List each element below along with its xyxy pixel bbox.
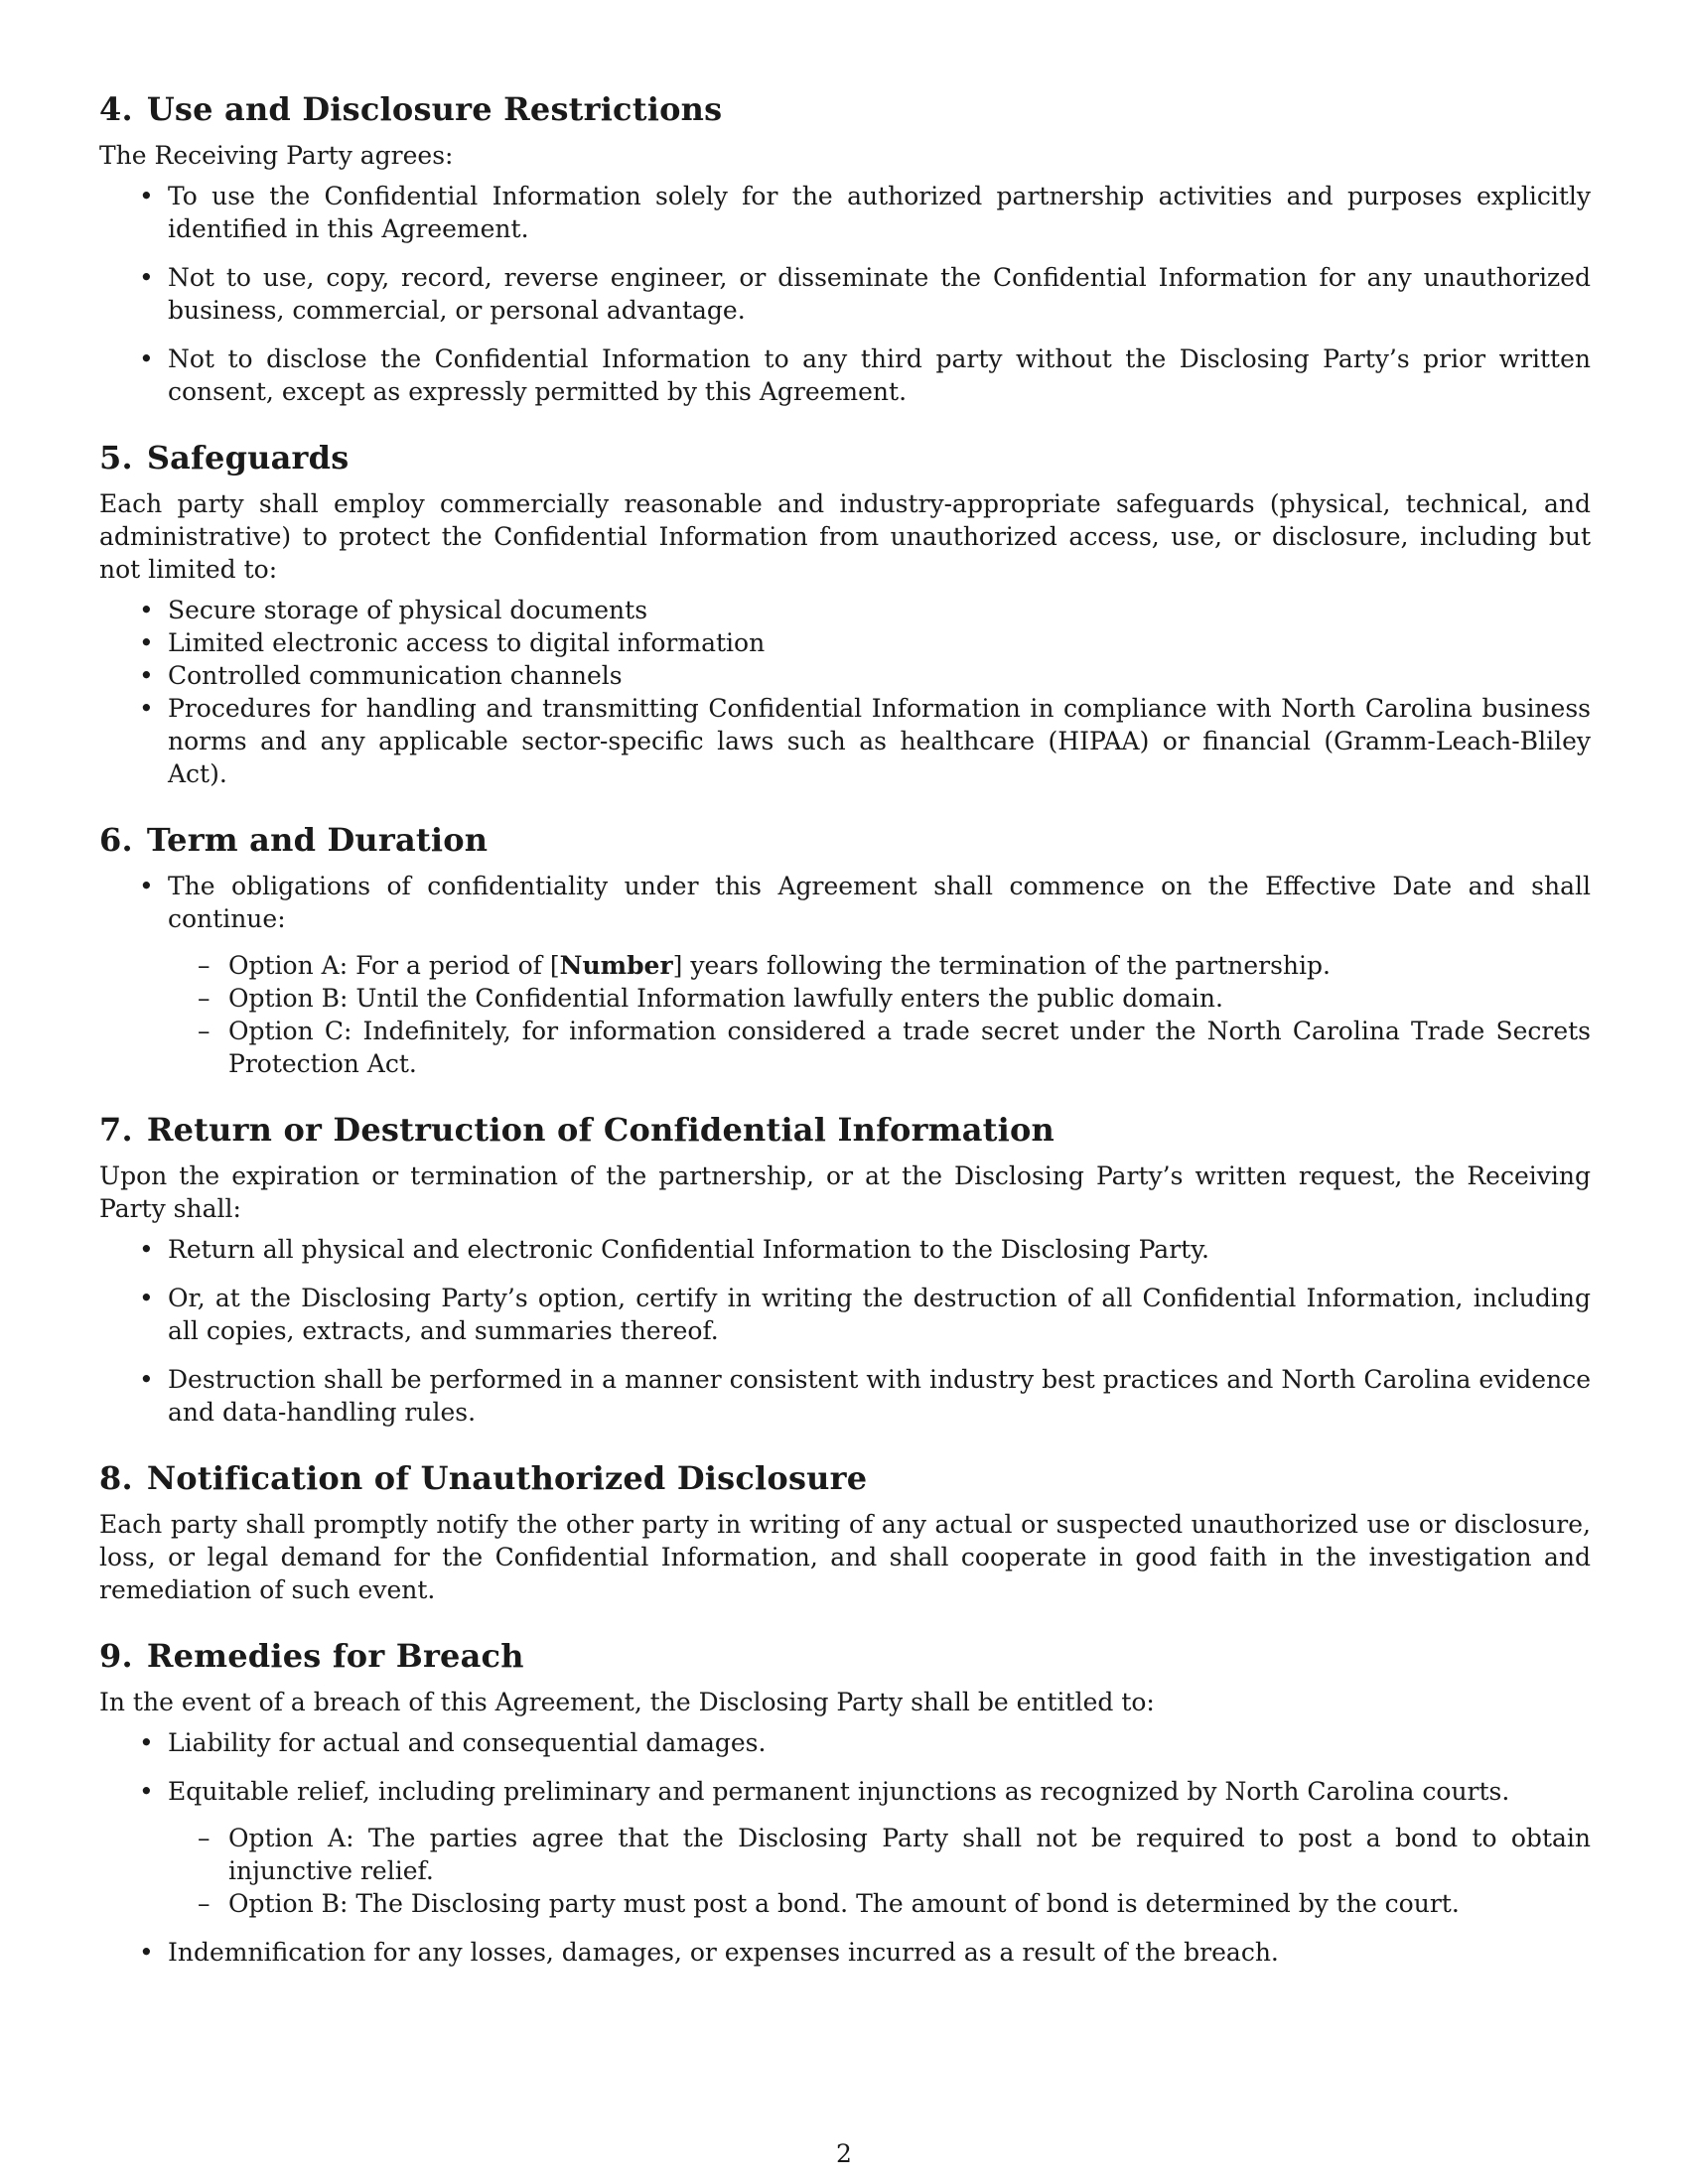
list-item: • Indemnification for any losses, damages, or expenses incurred as a result of the breach. (99, 1936, 1591, 1969)
section-term-and-duration (99, 820, 1591, 1080)
section-heading: 8. Notification of Unauthorized Disclosure (99, 1459, 868, 1497)
option-item: – Option A: For a period of [Number] years following the termination of the partnership. (168, 949, 1591, 982)
section-heading: 9. Remedies for Breach (99, 1637, 524, 1675)
option-list (168, 949, 1591, 1080)
list-item: • Not to disclose the Confidential Information to any third party without the Disclosing Party’s prior written consent, except as expressly permitted by this Agreement. (99, 342, 1591, 408)
page-number: 2 (836, 2139, 852, 2168)
list-item: • Controlled communication channels (99, 659, 1591, 692)
bullet-list (99, 870, 1591, 1080)
section-notification (99, 1458, 1591, 1606)
section-body: Each party shall promptly notify the other party in writing of any actual or suspected unauthorized use or disclosure, loss, or legal demand for the Confidential Information, and shall cooperate in good faith in the investigation and remediation of such event. (99, 1510, 1591, 1604)
bullet-list (99, 1233, 1591, 1429)
list-item: • Equitable relief, including preliminary and permanent injunctions as recognized by North Carolina courts. – Option A: The parties agree that the Disclosing Party shall not be required to post a bond to obtain injunctive relief. – Option B: The Disclosing party must post a bond. The amount of bond is determined by the court. (99, 1775, 1591, 1920)
section-safeguards (99, 438, 1591, 790)
section-heading: 7. Return or Destruction of Confidential Information (99, 1111, 1055, 1149)
list-item: • To use the Confidential Information solely for the authorized partnership activities and purposes explicitly identified in this Agreement. (99, 180, 1591, 245)
list-item: • Not to use, copy, record, reverse engineer, or disseminate the Confidential Information for any unauthorized business, commercial, or personal advantage. (99, 261, 1591, 327)
list-item: • Liability for actual and consequential damages. (99, 1726, 1591, 1759)
option-item: – Option B: Until the Confidential Information lawfully enters the public domain. (168, 982, 1591, 1015)
list-item: • The obligations of confidentiality under this Agreement shall commence on the Effective Date and shall continue: – Option A: For a period of [Number] years following the termination of the partnership. – Option B: Until the Confidential Information lawfully enters the public domain. – Option C: Indefinitely, for information considered a trade secret under the North Carolina Trade Secrets Protection Act. (99, 870, 1591, 1080)
section-intro: The Receiving Party agrees: (99, 141, 454, 170)
list-item: • Or, at the Disclosing Party’s option, certify in writing the destruction of all Confidential Information, including all copies, extracts, and summaries thereof. (99, 1282, 1591, 1347)
section-heading: 4. Use and Disclosure Restrictions (99, 90, 723, 128)
option-list (168, 1822, 1591, 1920)
bullet-list (99, 1726, 1591, 1969)
list-item: • Destruction shall be performed in a manner consistent with industry best practices and North Carolina evidence and data-handling rules. (99, 1363, 1591, 1429)
list-item: • Limited electronic access to digital information (99, 626, 1591, 659)
section-intro: In the event of a breach of this Agreement, the Disclosing Party shall be entitled to: (99, 1688, 1155, 1716)
section-heading: 5. Safeguards (99, 439, 350, 477)
bullet-list (99, 594, 1591, 790)
option-item: – Option C: Indefinitely, for information considered a trade secret under the North Carolina Trade Secrets Protection Act. (168, 1015, 1591, 1080)
bullet-list (99, 180, 1591, 408)
section-heading: 6. Term and Duration (99, 821, 489, 859)
section-intro: Each party shall employ commercially reasonable and industry-appropriate safeguards (physical, technical, and administrative) to protect the Confidential Information from unauthorized access, use, or disclosure, including but not limited to: (99, 489, 1591, 584)
option-item: – Option B: The Disclosing party must post a bond. The amount of bond is determined by the court. (168, 1887, 1591, 1920)
document-page (99, 89, 1591, 1998)
section-remedies (99, 1636, 1591, 1969)
option-item: – Option A: The parties agree that the Disclosing Party shall not be required to post a bond to obtain injunctive relief. (168, 1822, 1591, 1887)
list-item: • Secure storage of physical documents (99, 594, 1591, 626)
section-intro: Upon the expiration or termination of the partnership, or at the Disclosing Party’s written request, the Receiving Party shall: (99, 1161, 1591, 1223)
section-return-or-destruction (99, 1110, 1591, 1429)
list-item: • Return all physical and electronic Confidential Information to the Disclosing Party. (99, 1233, 1591, 1266)
placeholder-number: Number (559, 951, 673, 980)
list-item: • Procedures for handling and transmitting Confidential Information in compliance with North Carolina business norms and any applicable sector-specific laws such as healthcare (HIPAA) or financial (Gramm-Leach-Bliley Act). (99, 692, 1591, 790)
section-use-and-disclosure (99, 89, 1591, 408)
